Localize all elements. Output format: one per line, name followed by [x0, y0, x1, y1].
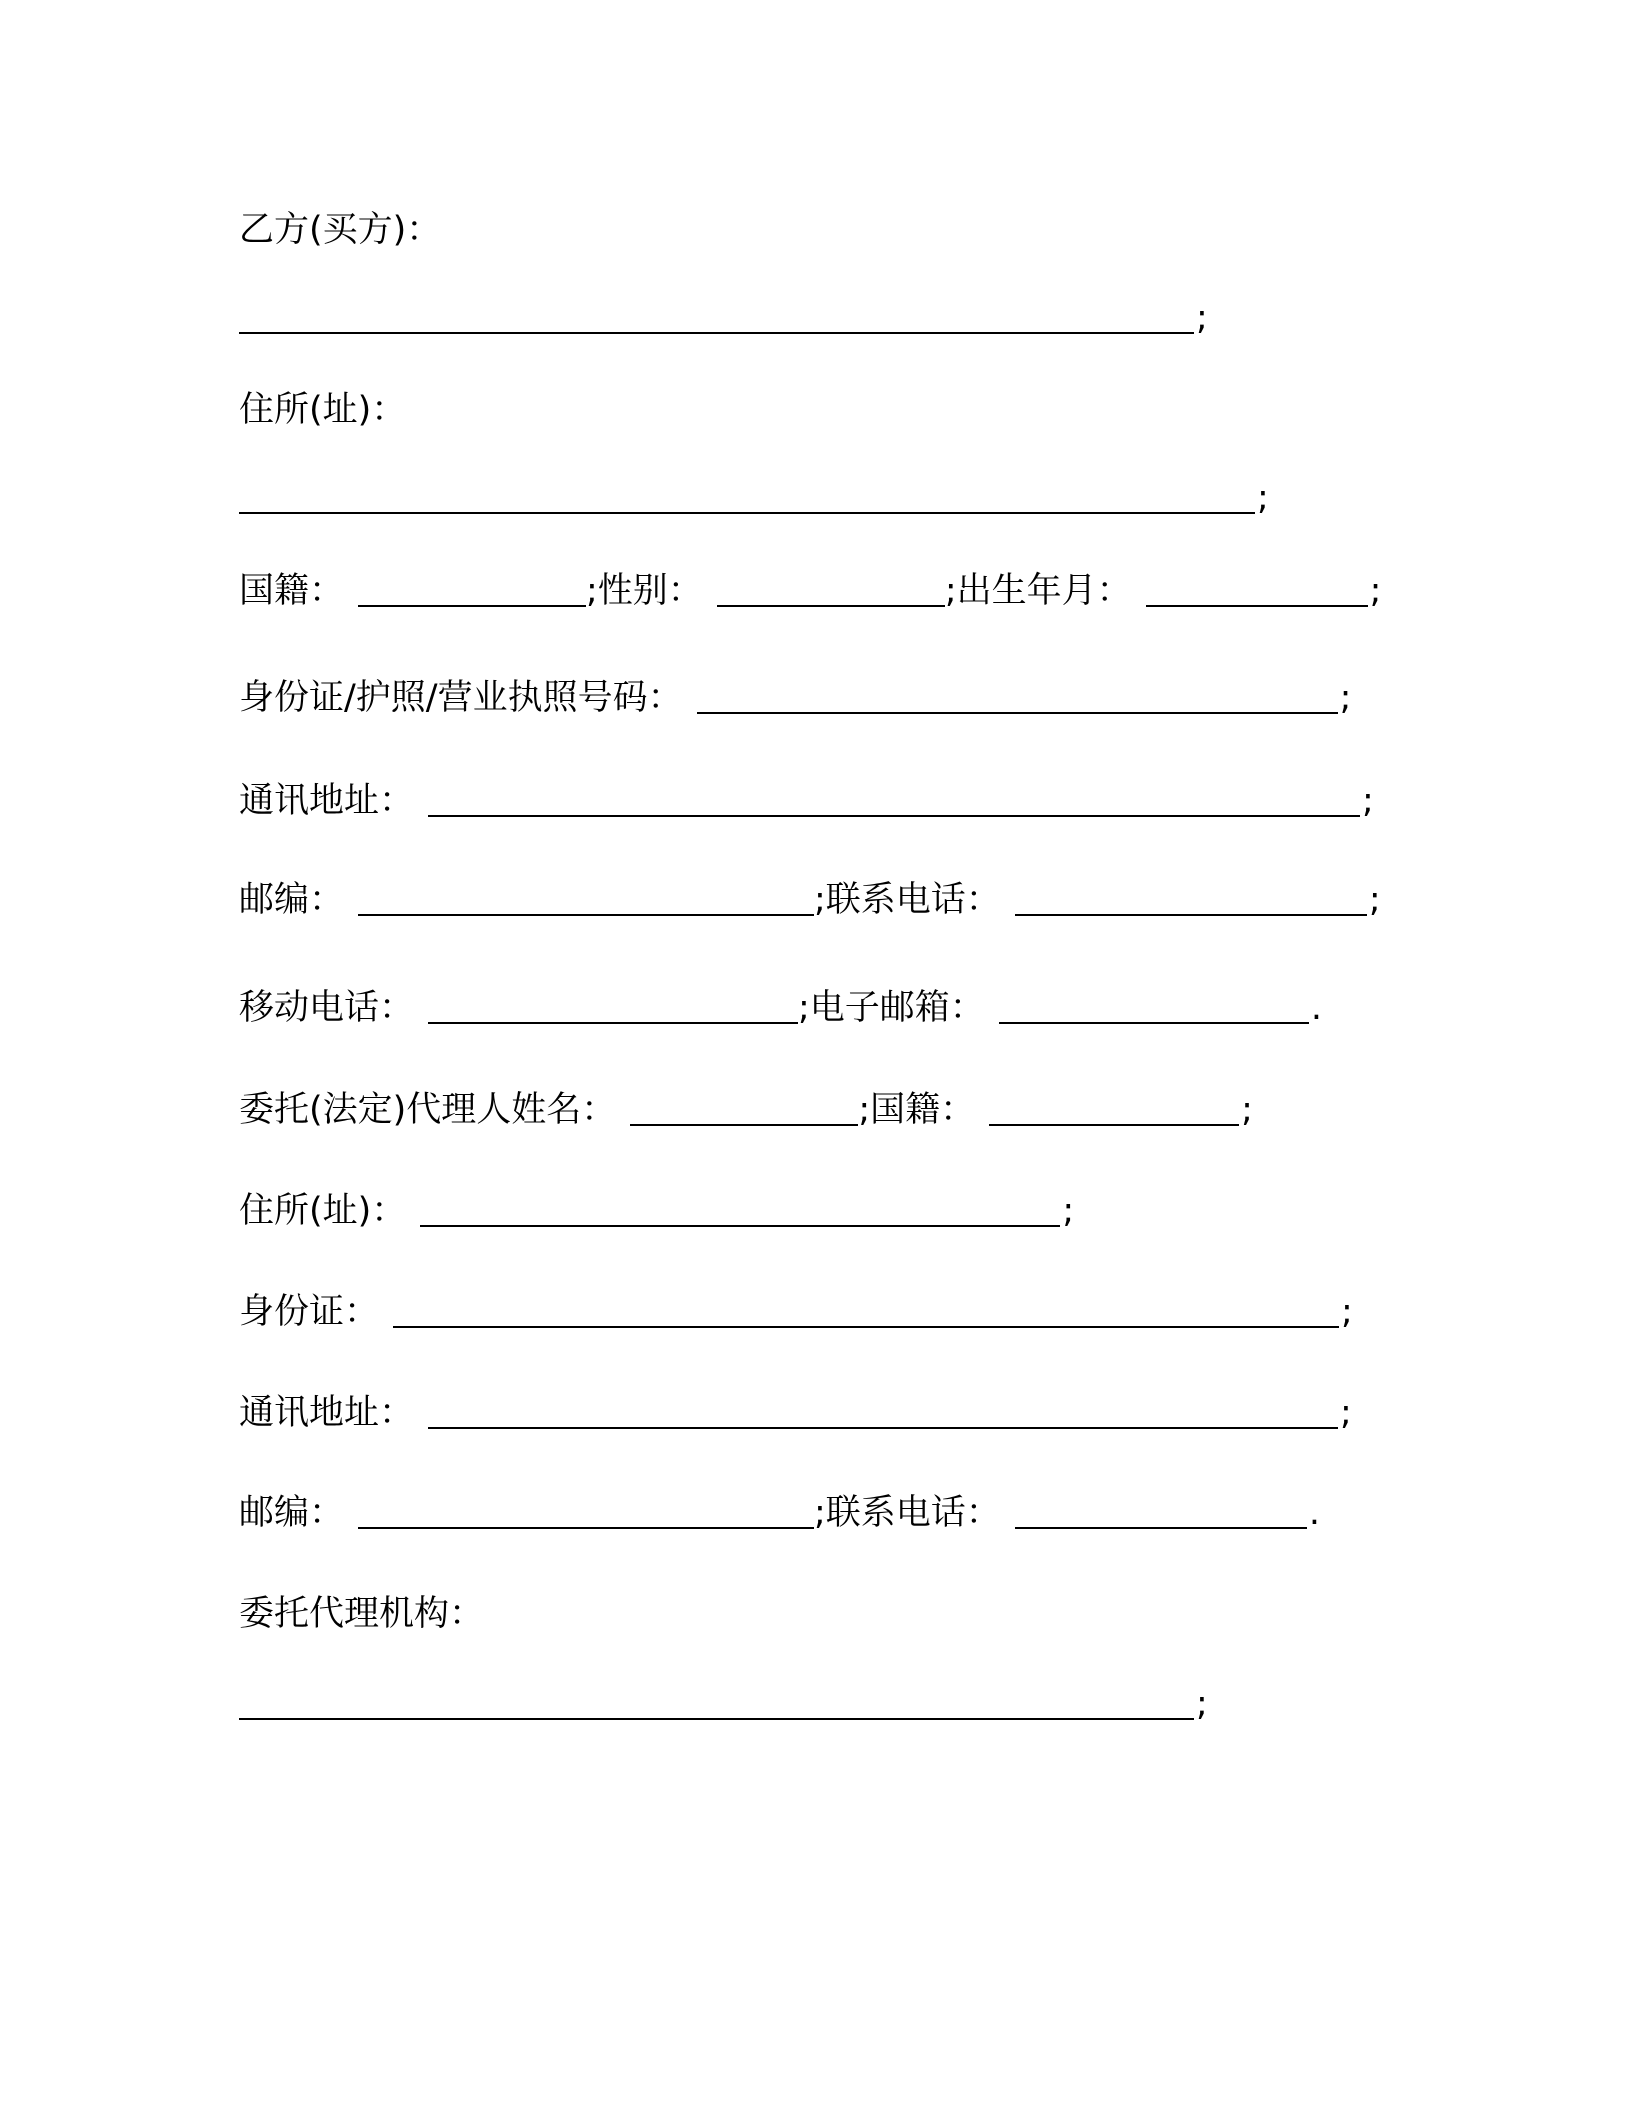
buyer-mail-address-label: 通讯地址：: [239, 781, 415, 821]
agent-nationality-end: ;: [1241, 1090, 1253, 1130]
buyer-birth-label: ;出生年月：: [944, 571, 1132, 611]
agent-mail-address-row: [239, 1375, 1352, 1431]
buyer-name-end: ;: [1196, 298, 1208, 338]
agent-postcode-row: [239, 1475, 1320, 1531]
agent-phone-blank[interactable]: [1015, 1523, 1307, 1529]
buyer-address-label-row: [239, 372, 406, 428]
agent-address-blank[interactable]: [420, 1221, 1060, 1227]
buyer-mail-address-row: [239, 763, 1374, 819]
buyer-nationality-end: ;: [1369, 571, 1382, 611]
agent-phone-label: ;联系电话：: [814, 1493, 1001, 1533]
agent-mail-address-blank[interactable]: [428, 1423, 1338, 1429]
buyer-name-row: [239, 280, 1208, 336]
buyer-email-label: ;电子邮箱：: [798, 988, 985, 1028]
agent-address-end: ;: [1062, 1191, 1075, 1231]
buyer-nationality-blank[interactable]: [358, 601, 586, 607]
agent-address-row: [239, 1173, 1074, 1229]
buyer-address-row: [239, 460, 1269, 516]
buyer-mail-address-end: ;: [1362, 781, 1374, 821]
agent-phone-end: .: [1308, 1493, 1320, 1533]
agent-nationality-blank[interactable]: [989, 1120, 1239, 1126]
buyer-nationality-label: 国籍：: [239, 571, 345, 611]
agent-address-label: 住所(址)：: [239, 1191, 407, 1231]
agent-id-row: [239, 1274, 1353, 1330]
buyer-postcode-blank[interactable]: [358, 910, 814, 916]
buyer-id-label: 身份证/护照/营业执照号码：: [239, 678, 683, 718]
agency-label: 委托代理机构：: [239, 1594, 485, 1634]
agency-blank[interactable]: [239, 1714, 1194, 1720]
agent-id-label: 身份证：: [239, 1292, 380, 1332]
buyer-address-label: 住所(址)：: [239, 390, 407, 430]
buyer-birth-blank[interactable]: [1146, 601, 1368, 607]
buyer-phone-end: ;: [1368, 880, 1381, 920]
buyer-gender-blank[interactable]: [717, 601, 945, 607]
agency-label-row: [239, 1576, 484, 1632]
agent-name-label: 委托(法定)代理人姓名：: [239, 1090, 617, 1130]
agency-row: [239, 1666, 1208, 1722]
buyer-id-blank[interactable]: [697, 708, 1338, 714]
buyer-mobile-row: [239, 970, 1322, 1026]
buyer-mobile-blank[interactable]: [428, 1018, 798, 1024]
buyer-label: 乙方(买方)：: [239, 210, 442, 250]
buyer-postcode-row: [239, 862, 1381, 918]
buyer-postcode-label: 邮编：: [239, 880, 345, 920]
agent-id-end: ;: [1341, 1292, 1353, 1332]
buyer-phone-blank[interactable]: [1015, 910, 1367, 916]
agent-nationality-label: ;国籍：: [858, 1090, 976, 1130]
buyer-email-blank[interactable]: [999, 1018, 1309, 1024]
buyer-mail-address-blank[interactable]: [428, 811, 1360, 817]
buyer-nationality-row: [239, 553, 1381, 609]
buyer-name-blank[interactable]: [239, 328, 1194, 334]
buyer-email-end: .: [1310, 988, 1322, 1028]
buyer-address-end: ;: [1257, 478, 1269, 518]
agency-end: ;: [1196, 1684, 1208, 1724]
agent-name-row: [239, 1072, 1253, 1128]
buyer-phone-label: ;联系电话：: [814, 880, 1001, 920]
buyer-mobile-label: 移动电话：: [239, 988, 415, 1028]
agent-postcode-blank[interactable]: [358, 1523, 814, 1529]
agent-mail-address-label: 通讯地址：: [239, 1393, 415, 1433]
buyer-id-end: ;: [1339, 678, 1352, 718]
buyer-gender-label: ;性别：: [586, 571, 703, 611]
buyer-heading-row: [239, 192, 441, 248]
agent-mail-address-end: ;: [1340, 1393, 1352, 1433]
agent-name-blank[interactable]: [630, 1120, 858, 1126]
buyer-id-row: [239, 660, 1351, 716]
agent-id-blank[interactable]: [393, 1322, 1339, 1328]
buyer-address-blank[interactable]: [239, 508, 1255, 514]
agent-postcode-label: 邮编：: [239, 1493, 345, 1533]
